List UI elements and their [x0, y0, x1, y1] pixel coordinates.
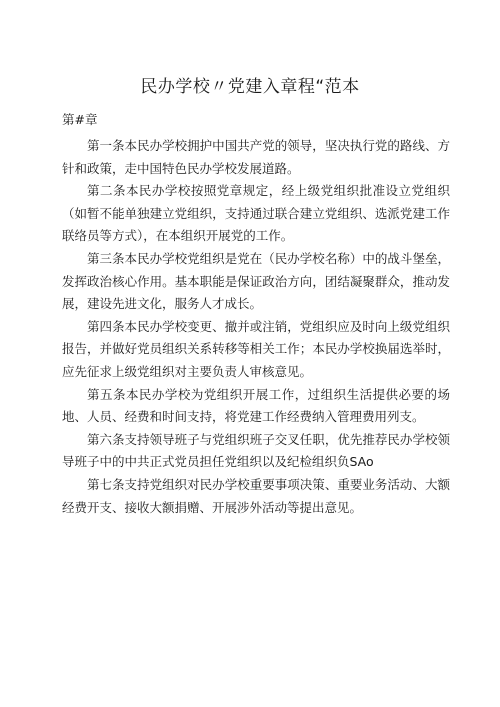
article-paragraph: 第三条本民办学校党组织是党在（民办学校名称）中的战斗堡垒，发挥政治核心作用。基本职能是保证政治方向，团结凝聚群众，推动发展，建设先进文化，服务人才成长。: [62, 250, 450, 312]
chapter-heading: 第#章: [62, 112, 98, 127]
article-paragraph: 第五条本民办学校为党组织开展工作，过组织生活提供必要的场地、人员、经费和时间支持，将党建工作经费纳入管理费用列支。: [62, 386, 450, 425]
page-title: 民办学校〃党建入章程“范本: [140, 77, 360, 97]
article-paragraph: 第七条支持党组织对民办学校重要事项决策、重要业务活动、大额经费开支、接收大额捐赠、开展涉外活动等提出意见。: [62, 476, 450, 515]
article-paragraph: 第一条本民办学校拥护中国共产党的领导，坚决执行党的路线、方针和政策，走中国特色民办学校发展道路。: [62, 138, 450, 176]
document-body: [62, 135, 450, 519]
article-paragraph: 第二条本民办学校按照党章规定，经上级党组织批准设立党组织（如暂不能单独建立党组织，支持通过联合建立党组织、选派党建工作联络员等方式），在本组织开展党的工作。: [62, 183, 450, 244]
article-paragraph: 第六条支持领导班子与党组织班子交叉任职，优先推荐民办学校领导班子中的中共正式党员担任党组织以及纪检组织负SAo: [62, 431, 450, 470]
article-paragraph: 第四条本民办学校变更、撤并或注销，党组织应及时向上级党组织报告，并做好党员组织关系转移等相关工作；本民办学校换届选举时，应先征求上级党组织对主要负责人审核意见。: [62, 318, 450, 379]
